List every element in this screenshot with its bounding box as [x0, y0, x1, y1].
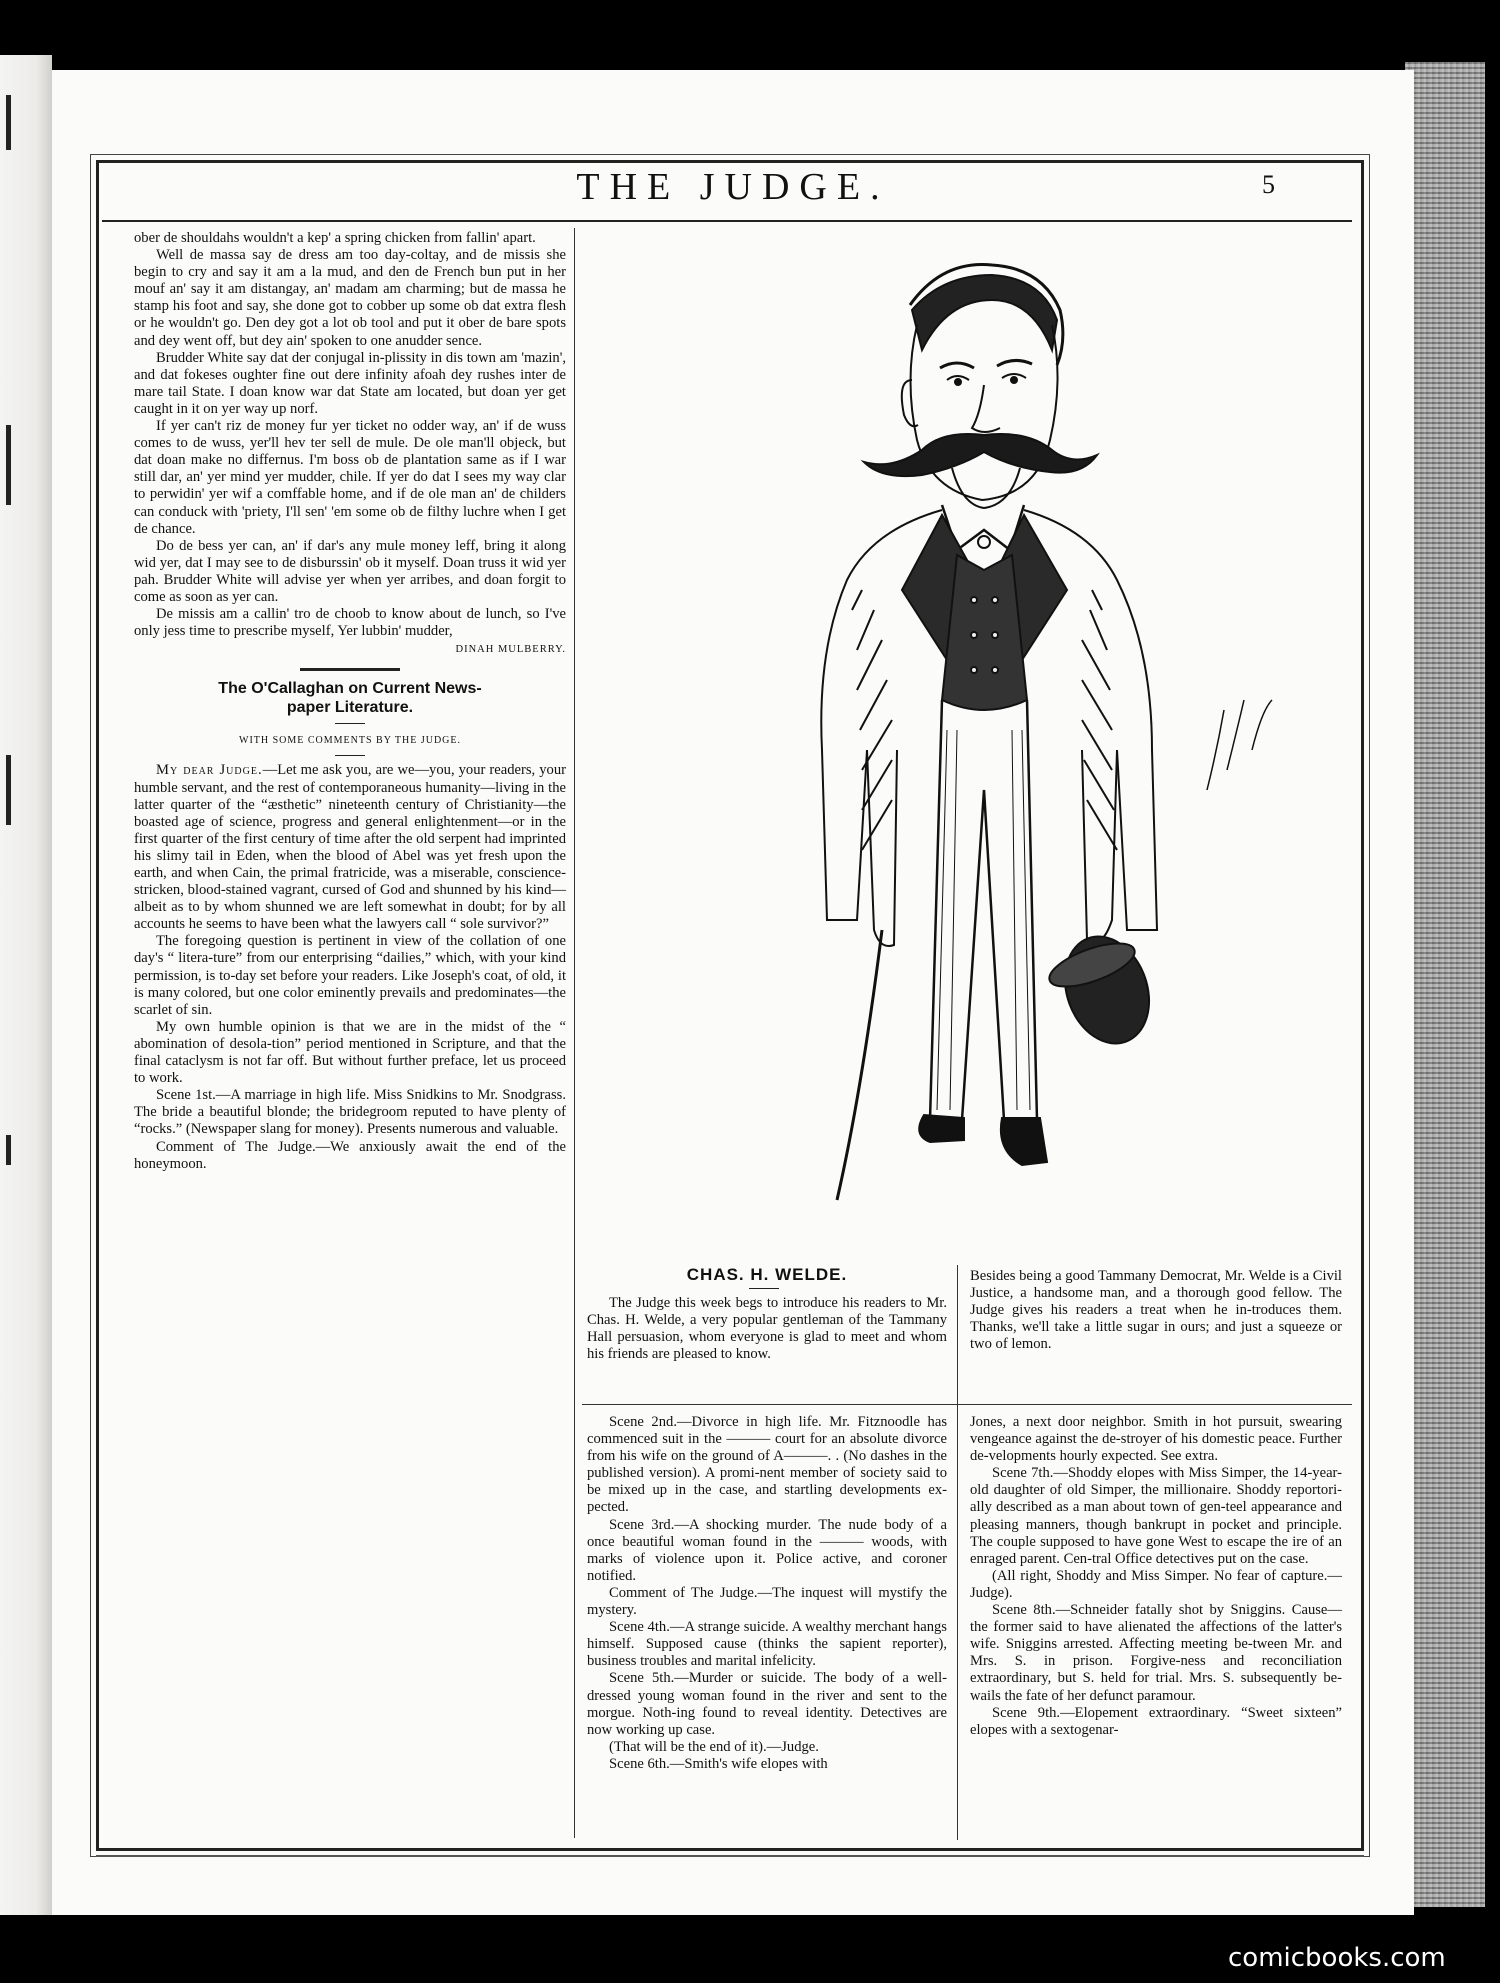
paragraph: Scene 2nd.—Divorce in high life. Mr. Fitznoodle has commenced suit in the ——— court for an absolute divorce from his wife on the ground of A———. . (No dashes in the published version). A promi-nent member of society said to be mixed up in the case, and startling developments ex-pected.	[587, 1414, 947, 1516]
article-title	[134, 679, 566, 717]
site-watermark: comicbooks.com	[1228, 1943, 1446, 1973]
pupil	[1011, 377, 1017, 383]
article-title-line: The O'Callaghan on Current News-	[218, 680, 482, 698]
caption-rule	[749, 1288, 779, 1289]
hair-fill	[912, 275, 1057, 350]
paragraph: Scene 7th.—Shoddy elopes with Miss Simper, the 14-year-old daughter of old Simper, the millionaire. Shoddy reportori-ally described as a man about town of gen-teel appearance and pleasing manners, though bankrupt in pocket and principle. The couple supposed to have gone West to escape the ire of an enraged parent. Cen-tral Office detectives put on the case.	[970, 1465, 1342, 1567]
adjacent-page-mark	[6, 1135, 11, 1165]
page-border-bottom	[96, 1855, 1364, 1857]
shoe	[919, 1115, 964, 1142]
welde-continued	[970, 1268, 1342, 1353]
page-number: 5	[1262, 170, 1275, 199]
caricature-illustration	[612, 230, 1352, 1230]
mustache	[864, 434, 1097, 476]
tie-pin	[978, 536, 990, 548]
head-outline	[911, 325, 1058, 500]
cane	[837, 930, 882, 1200]
section-rule	[300, 668, 400, 671]
paragraph: Scene 3rd.—A shocking murder. The nude body of a once beautiful woman found in the ——— woods, with marks of violence upon it. Police active, and coroner notified.	[587, 1516, 947, 1584]
column-left	[134, 230, 566, 1173]
welde-intro	[587, 1295, 947, 1363]
paragraph: Well de massa say de dress am too day-coltay, and de missis she begin to cry and say it am a la mud, and den de French bun put in her mouf an' say it am distangay, an' madam am charming; but de massa he stamp his foot and say, she done got to cobber up some ob dat extra flesh or he wouldn't go. Den dey got a lot ob tool and put it ober de bare spots and dey went off, but dey ain' spoken to one anudder sence.	[134, 247, 566, 349]
header-rule	[102, 220, 1352, 222]
scenes-column-right	[970, 1414, 1342, 1739]
button	[992, 632, 998, 638]
paragraph: Scene 4th.—A strange suicide. A wealthy merchant hangs himself. Supposed cause (thinks the sapient reporter), business troubles and marital infelicity.	[587, 1619, 947, 1670]
paragraph-text: —Let me ask you, are we—you, your readers, your humble servant, and the rest of contemporaneous humanity—living in the latter quarter of the “æsthetic” nineteenth century of Christianity—the boasted age of science, progress and general enlightenment—or in the first quarter of the first century of time after the old serpent had imprinted his slimy tail in Eden, when the blood of Abel was yet fresh upon the earth, and when Cain, the primal fratricide, was a miserable, conscience-stricken, blood-stained vagrant, cursed of God and shunned by his kind—albeit as to by whom shunned we are left somewhat in doubt; for by all accounts he seems to have been what the lawyers call “ sole survivor?”	[134, 762, 566, 933]
artist-signature	[1207, 700, 1272, 790]
brow	[940, 363, 974, 368]
adjacent-page-edge	[0, 55, 52, 1915]
section-rule	[582, 1404, 1352, 1405]
chin	[952, 468, 1020, 508]
paragraph: Jones, a next door neighbor. Smith in hot pursuit, swearing vengeance against the de-stroyer of his domestic peace. Further de-velopments hourly expected. See extra.	[970, 1414, 1342, 1465]
paragraph: Comment of The Judge.—We anxiously await the end of the honeymoon.	[134, 1138, 566, 1172]
paragraph: ober de shouldahs wouldn't a kep' a spring chicken from fallin' apart.	[134, 230, 536, 246]
button	[971, 632, 977, 638]
paragraph: Besides being a good Tammany Democrat, Mr. Welde is a Civil Justice, a handsome man, and a thorough good fellow. The Judge gives his readers a treat when he in-troduces them. Thanks, we'll take a little sugar in ours; and just a squeeze or two of lemon.	[970, 1268, 1342, 1353]
paragraph: If yer can't riz de money fur yer ticket no odder way, an' if de wuss comes to de wuss, yer'll hev ter sell de mule. De ole man'll objeck, but dat doan make no differnus. I'm boss ob de plantation same as if I war still dar, an' yer mind yer mudder, chile. If yer do dat I sees my way clar to perwidin' yer wif a comffable home, and if de ole man an' de childers can conduck with 'priety, I'll sen' 'em some ob de filthy luchre when I get de chance.	[134, 418, 566, 537]
button	[971, 667, 977, 673]
paragraph: (All right, Shoddy and Miss Simper. No fear of capture.—Judge).	[970, 1567, 1342, 1601]
brow	[997, 360, 1032, 366]
paragraph: Do de bess yer can, an' if dar's any mule money leff, bring it along wid yer, dat I may see to de disburssin' ob it myself. Doan truss it wid yer pah. Brudder White will advise yer when yer arribes, and doan forgit to come as soon as yer can.	[134, 537, 566, 605]
adjacent-page-mark	[6, 425, 11, 505]
paragraph: De missis am a callin' tro de choob to know about de lunch, so I've only jess time to prescribe myself, Yer lubbin' mudder,	[134, 606, 566, 640]
salutation: My dear Judge.	[156, 762, 263, 779]
paragraph: (That will be the end of it).—Judge.	[609, 1738, 819, 1755]
vest	[942, 555, 1027, 710]
trouser-stripes	[937, 730, 1030, 1110]
pupil	[955, 379, 961, 385]
newspaper-page	[52, 70, 1414, 1915]
title-rule	[335, 723, 365, 724]
masthead: THE JUDGE.	[576, 166, 890, 208]
button	[992, 667, 998, 673]
shoe	[1001, 1118, 1047, 1165]
button	[992, 597, 998, 603]
paragraph: My own humble opinion is that we are in the midst of the “ abomination of desola-tion” period mentioned in Scripture, and that the final cataclysm is not far off. But without further preface, let us proceed to work.	[134, 1018, 566, 1087]
book-spine-edge	[1405, 62, 1485, 1907]
paragraph: The foregoing question is pertinent in view of the collation of one day's “ litera-ture” from our enterprising “dailies,” which, with your kind permission, is to-day set before your readers. Like Joseph's coat, of old, it is many colored, but one color eminently prevails and predominates—the scarlet of sin.	[134, 933, 566, 1018]
subtitle-rule	[335, 755, 365, 756]
article-subtitle: WITH SOME COMMENTS BY THE JUDGE.	[239, 735, 461, 747]
paragraph: Scene 5th.—Murder or suicide. The body of a well-dressed young woman found in the river and sent to the morgue. Noth-ing found to reveal identity. Detectives are now working up case.	[587, 1670, 947, 1738]
adjacent-page-mark	[6, 755, 11, 825]
paragraph: The Judge this week begs to introduce his readers to Mr. Chas. H. Welde, a very popular gentleman of the Tammany Hall persuasion, whom everyone is glad to meet and whom his friends are pleased to know.	[587, 1295, 947, 1363]
paragraph: Brudder White say dat der conjugal in-plissity in dis town am 'mazin', and dat fokeses oughter fine out dere infinity afoah dey rushes inter de mare tail State. I doan know war dat State am located, but doan yer get caught in it on yer way up norf.	[134, 349, 566, 417]
paragraph: Scene 6th.—Smith's wife elopes with	[609, 1755, 828, 1772]
letter-signature: DINAH MULBERRY.	[455, 644, 566, 656]
button	[971, 597, 977, 603]
paragraph: Scene 8th.—Schneider fatally shot by Sniggins. Cause—the former said to have alienated the affections of the latter's wife. Sniggins arrested. Affecting meeting be-tween Mr. and Mrs. S. in prison. Forgive-ness and reconciliation extraordinary, but S. held for trial. Mrs. S. subsequently be-wails the fate of her defunct paramour.	[970, 1602, 1342, 1704]
scenes-column-middle	[587, 1414, 947, 1773]
left-arm	[867, 750, 897, 946]
paragraph: Comment of The Judge.—The inquest will mystify the mystery.	[587, 1584, 947, 1619]
article-title-line: paper Literature.	[286, 699, 414, 717]
nose	[972, 385, 1000, 432]
adjacent-page-mark	[6, 95, 11, 150]
paragraph	[134, 762, 566, 933]
right-arm	[1082, 750, 1117, 943]
column-rule	[574, 228, 575, 1838]
paragraph: Scene 9th.—Elopement extraordinary. “Sweet sixteen” elopes with a sextogenar-	[970, 1704, 1342, 1738]
illustration-caption: CHAS. H. WELDE.	[686, 1265, 848, 1284]
column-rule	[957, 1265, 958, 1840]
paragraph: Scene 1st.—A marriage in high life. Miss Snidkins to Mr. Snodgrass. The bride a beautiful blonde; the bridegroom reputed to have plenty of “rocks.” (Newspaper slang for money). Presents numerous and valuable.	[134, 1087, 566, 1138]
